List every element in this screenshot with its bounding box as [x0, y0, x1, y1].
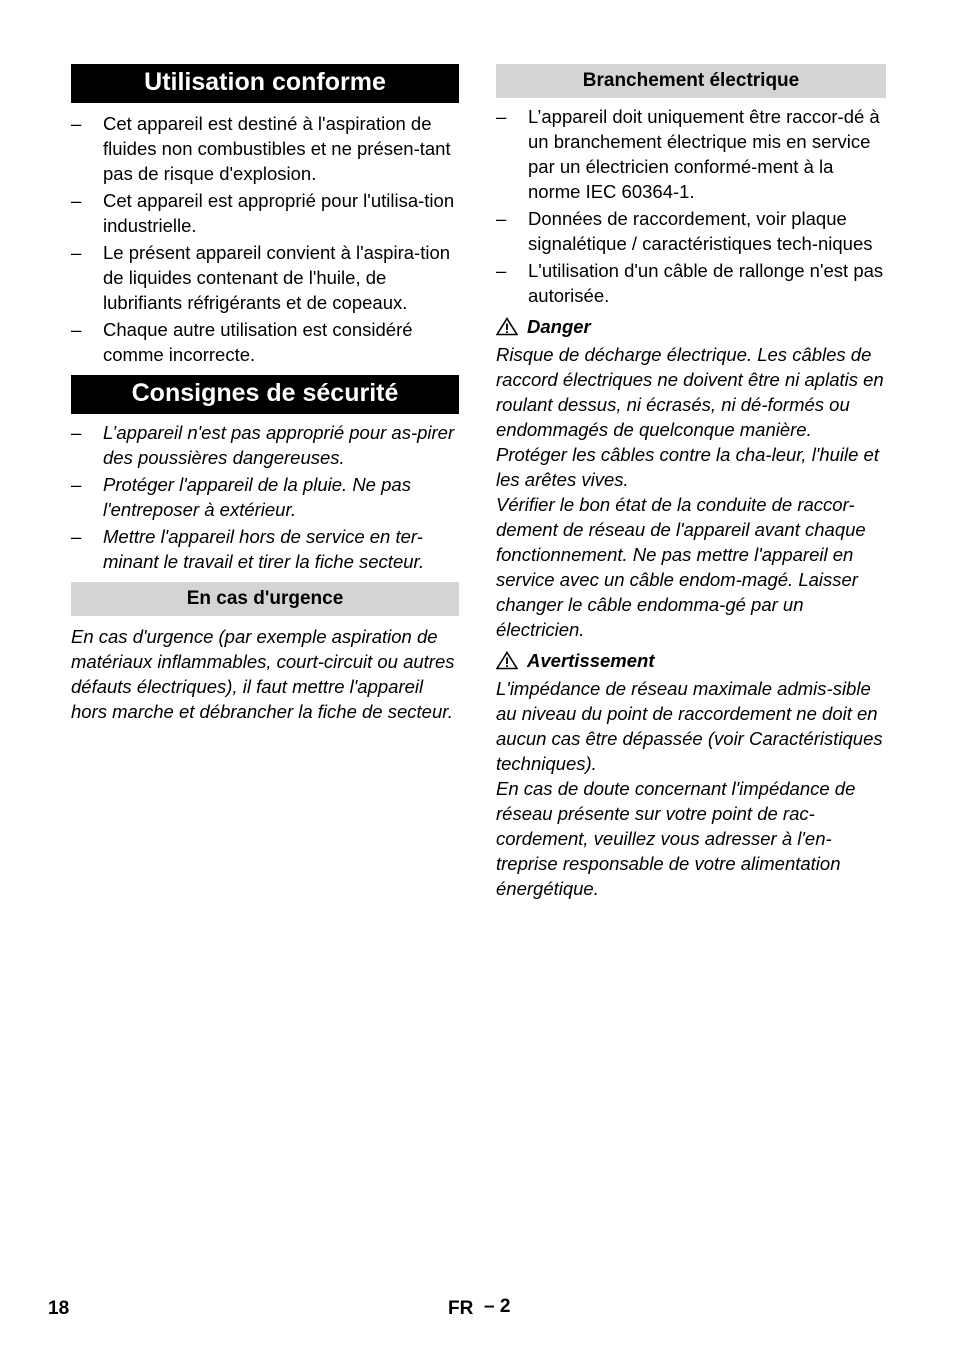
dash-marker: – — [71, 474, 82, 495]
warning-triangle-icon — [496, 651, 518, 670]
dash-marker: – — [496, 208, 507, 229]
dash-marker: – — [71, 242, 82, 263]
utilisation-list — [71, 111, 459, 367]
branchement-list — [496, 104, 886, 308]
urgence-text: En cas d'urgence (par exemple aspiration de matériaux inflammables, court-circuit ou autres défauts électriques), il faut mettre l'appareil hors marche et débrancher la fiche de secteur. — [71, 626, 455, 722]
list-item: – Cet appareil est destiné à l'aspiration de fluides non combustibles et ne présen-tant pas de risque d'explosion. — [71, 113, 451, 184]
section-title-utilisation: Utilisation conforme — [71, 64, 459, 103]
section-title-branchement: Branchement électrique — [496, 64, 886, 98]
list-item: – Cet appareil est approprié pour l'utilisa-tion industrielle. — [71, 190, 455, 236]
left-column — [71, 64, 459, 724]
dash-marker: – — [71, 526, 82, 547]
list-item: – Données de raccordement, voir plaque signalétique / caractéristiques tech-niques — [496, 208, 873, 254]
section-title-urgence: En cas d'urgence — [71, 582, 459, 616]
dash-marker: – — [71, 113, 82, 134]
list-item: – Protéger l'appareil de la pluie. Ne pas l'entreposer à extérieur. — [71, 474, 411, 520]
avertissement-text-2: En cas de doute concernant l'impédance de réseau présente sur votre point de rac-cordement, veuillez vous adresser à l'en-treprise responsable de votre alimentation énergétique. — [496, 778, 856, 899]
list-item: – Le présent appareil convient à l'aspira-tion de liquides contenant de l'huile, de lubrifiants réfrigérants et de copeaux. — [71, 242, 451, 313]
dash-marker: – — [496, 260, 507, 281]
list-item: – L’appareil n'est pas approprié pour as-pirer des poussières dangereuses. — [71, 422, 455, 468]
language-code: FR — [448, 1298, 474, 1319]
danger-text-2: Vérifier le bon état de la conduite de raccor-dement de réseau de l'appareil avant chaque fonctionnement. Ne pas mettre l'appareil en service avec un câble endom-magé. Laisser changer le câble endomma-gé par un électricien. — [496, 494, 866, 640]
right-column — [496, 64, 886, 901]
list-item: – Chaque autre utilisation est considéré comme incorrecte. — [71, 319, 413, 365]
consignes-list — [71, 420, 459, 574]
list-item: – L’appareil doit uniquement être raccor-dé à un branchement électrique mis en service par un électricien conformé-ment à la norme IEC 60364-1. — [496, 106, 880, 202]
danger-heading — [496, 314, 886, 339]
dash-marker: – — [71, 319, 82, 340]
section-title-consignes: Consignes de sécurité — [71, 375, 459, 414]
sub-page-number: – 2 — [484, 1296, 511, 1317]
avertissement-heading — [496, 648, 886, 673]
avertissement-text-1: L'impédance de réseau maximale admis-sible au niveau du point de raccordement ne doit en aucun cas être dépassée (voir Caractéristiques techniques). — [496, 678, 883, 774]
page-number: 18 — [48, 1298, 70, 1319]
danger-text-1: Risque de décharge électrique. Les câbles de raccord électriques ne doivent être ni aplatis en roulant dessus, ni écrasés, ni dé-formés ou endommagés de quelconque manière. Protéger les câbles contre la cha-leur, l'huile et les arêtes vives. — [496, 344, 884, 490]
avertissement-label: Avertissement — [527, 650, 655, 671]
dash-marker: – — [71, 422, 82, 443]
list-item: – Mettre l'appareil hors de service en ter-minant le travail et tirer la fiche secteur. — [71, 526, 425, 572]
dash-marker: – — [71, 190, 82, 211]
danger-label: Danger — [527, 316, 591, 337]
dash-marker: – — [496, 106, 507, 127]
list-item: – L'utilisation d'un câble de rallonge n'est pas autorisée. — [496, 260, 884, 306]
warning-triangle-icon — [496, 317, 518, 336]
